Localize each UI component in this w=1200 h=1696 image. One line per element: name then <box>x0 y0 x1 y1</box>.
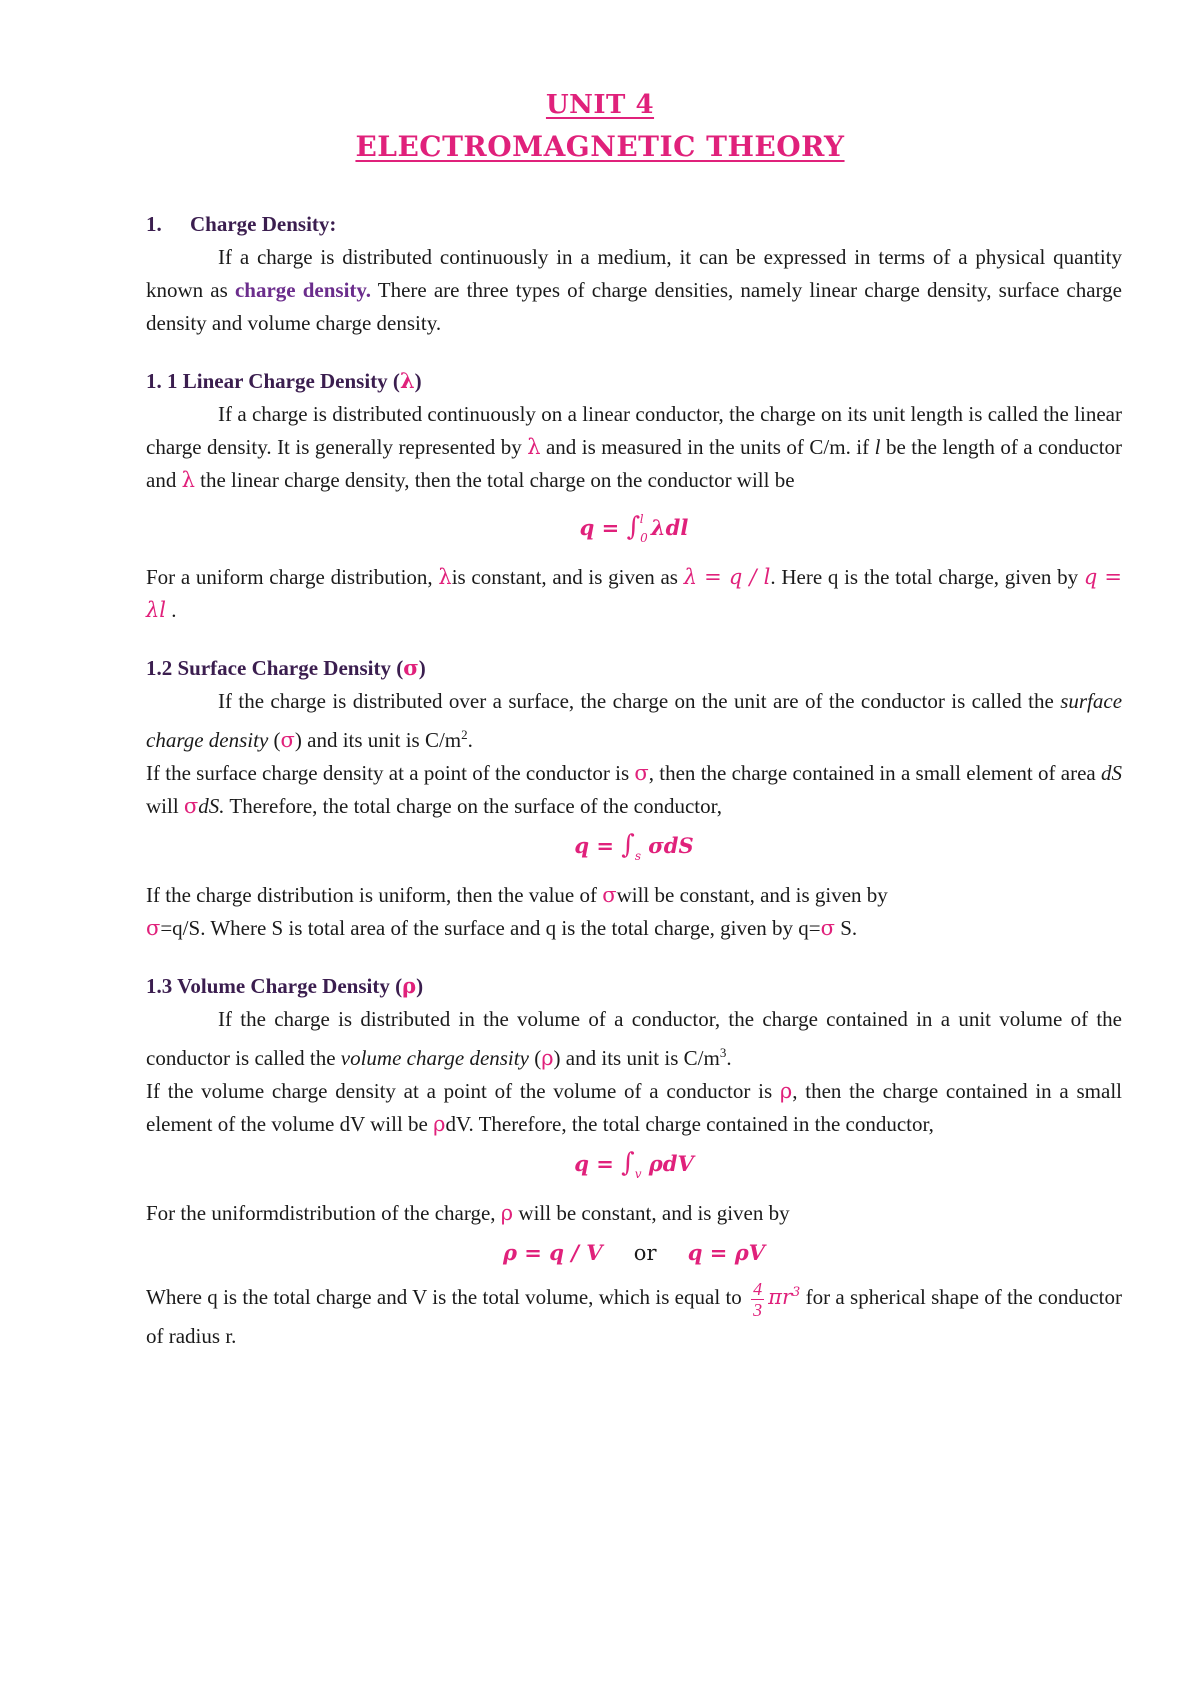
section-1-3-element-paragraph: If the volume charge density at a point of the volume of a conductor is ρ, then the charge contained in a small element of the volume dV will be ρdV. Therefore, the total charge contained in the conductor, <box>146 1079 1123 1136</box>
volume-charge-formula: $q = \int_v$ ρdV <box>574 1148 694 1181</box>
section-1-3-uniform-paragraph: For the uniformdistribution of the charge, ρ will be constant, and is given by <box>146 1201 790 1225</box>
uniform-volume-formula: ρ = q / V or q = ρV <box>503 1240 765 1265</box>
section-1-2-definition-line: σ=q/S. Where S is total area of the surface and q is the total charge, given by q=σ S. <box>146 916 858 940</box>
section-1-heading: 1. Charge Density: <box>146 212 337 236</box>
four-thirds-fraction: $\frac{4}{3}$ <box>753 1278 763 1320</box>
charge-density-term: charge density. <box>234 278 371 302</box>
section-1-2-element-paragraph: If the surface charge density at a point of the conductor is σ, then the charge contained in a small element of area dS will σdS. Therefore, the total charge on the surface of the conductor, <box>146 761 1122 818</box>
title-block <box>0 90 1200 163</box>
section-1-1-uniform-paragraph: For a uniform charge distribution, λis constant, and is given as λ = q / l. Here q is the total charge, given by q = λl . <box>146 565 1123 622</box>
section-1-3-sphere-paragraph: Where q is the total charge and V is the total volume, which is equal to $\frac{4}{3}$ $\pi r^3$ for a spherical shape of the conductor of radius r. <box>146 1278 1123 1348</box>
surface-charge-formula: $q = \int_s$ σdS <box>574 830 694 863</box>
section-1-3-heading: 1.3 Volume Charge Density (ρ) <box>146 973 424 998</box>
section-1-1-heading: 1. 1 Linear Charge Density (λ) <box>146 368 422 393</box>
chapter-title: ELECTROMAGNETIC THEORY <box>355 130 845 163</box>
section-1-2-paragraph: If the charge is distributed over a surface, the charge on the unit are of the conductor is called the surface charge density (σ) and its unit is $C/m^2$. <box>146 689 1123 752</box>
section-1-2-heading: 1.2 Surface Charge Density (σ) <box>146 655 426 680</box>
document-body <box>146 208 1122 1353</box>
unit-title: UNIT 4 <box>545 90 655 120</box>
linear-charge-formula: $q = \int_0^l$ λdl <box>579 512 689 545</box>
section-1-1-paragraph: If a charge is distributed continuously on a linear conductor, the charge on its unit length is called the linear charge density. It is generally represented by λ and is measured in the units of C/m. if l be the length of a conductor and λ the linear charge density, then the total charge on the conductor will be <box>146 402 1123 492</box>
section-1-3-paragraph: If the charge is distributed in the volume of a conductor, the charge contained in a unit volume of the conductor is called the volume charge density (ρ) and its unit is $C/m^3$. <box>146 1007 1122 1070</box>
section-1-paragraph: If a charge is distributed continuously in a medium, it can be expressed in terms of a physical quantity known as charge density. There are three types of charge densities, namely linear charge density, surface charge density and volume charge density. <box>146 245 1122 335</box>
section-1-2-uniform-paragraph: If the charge distribution is uniform, then the value of σwill be constant, and is given by <box>146 883 888 907</box>
